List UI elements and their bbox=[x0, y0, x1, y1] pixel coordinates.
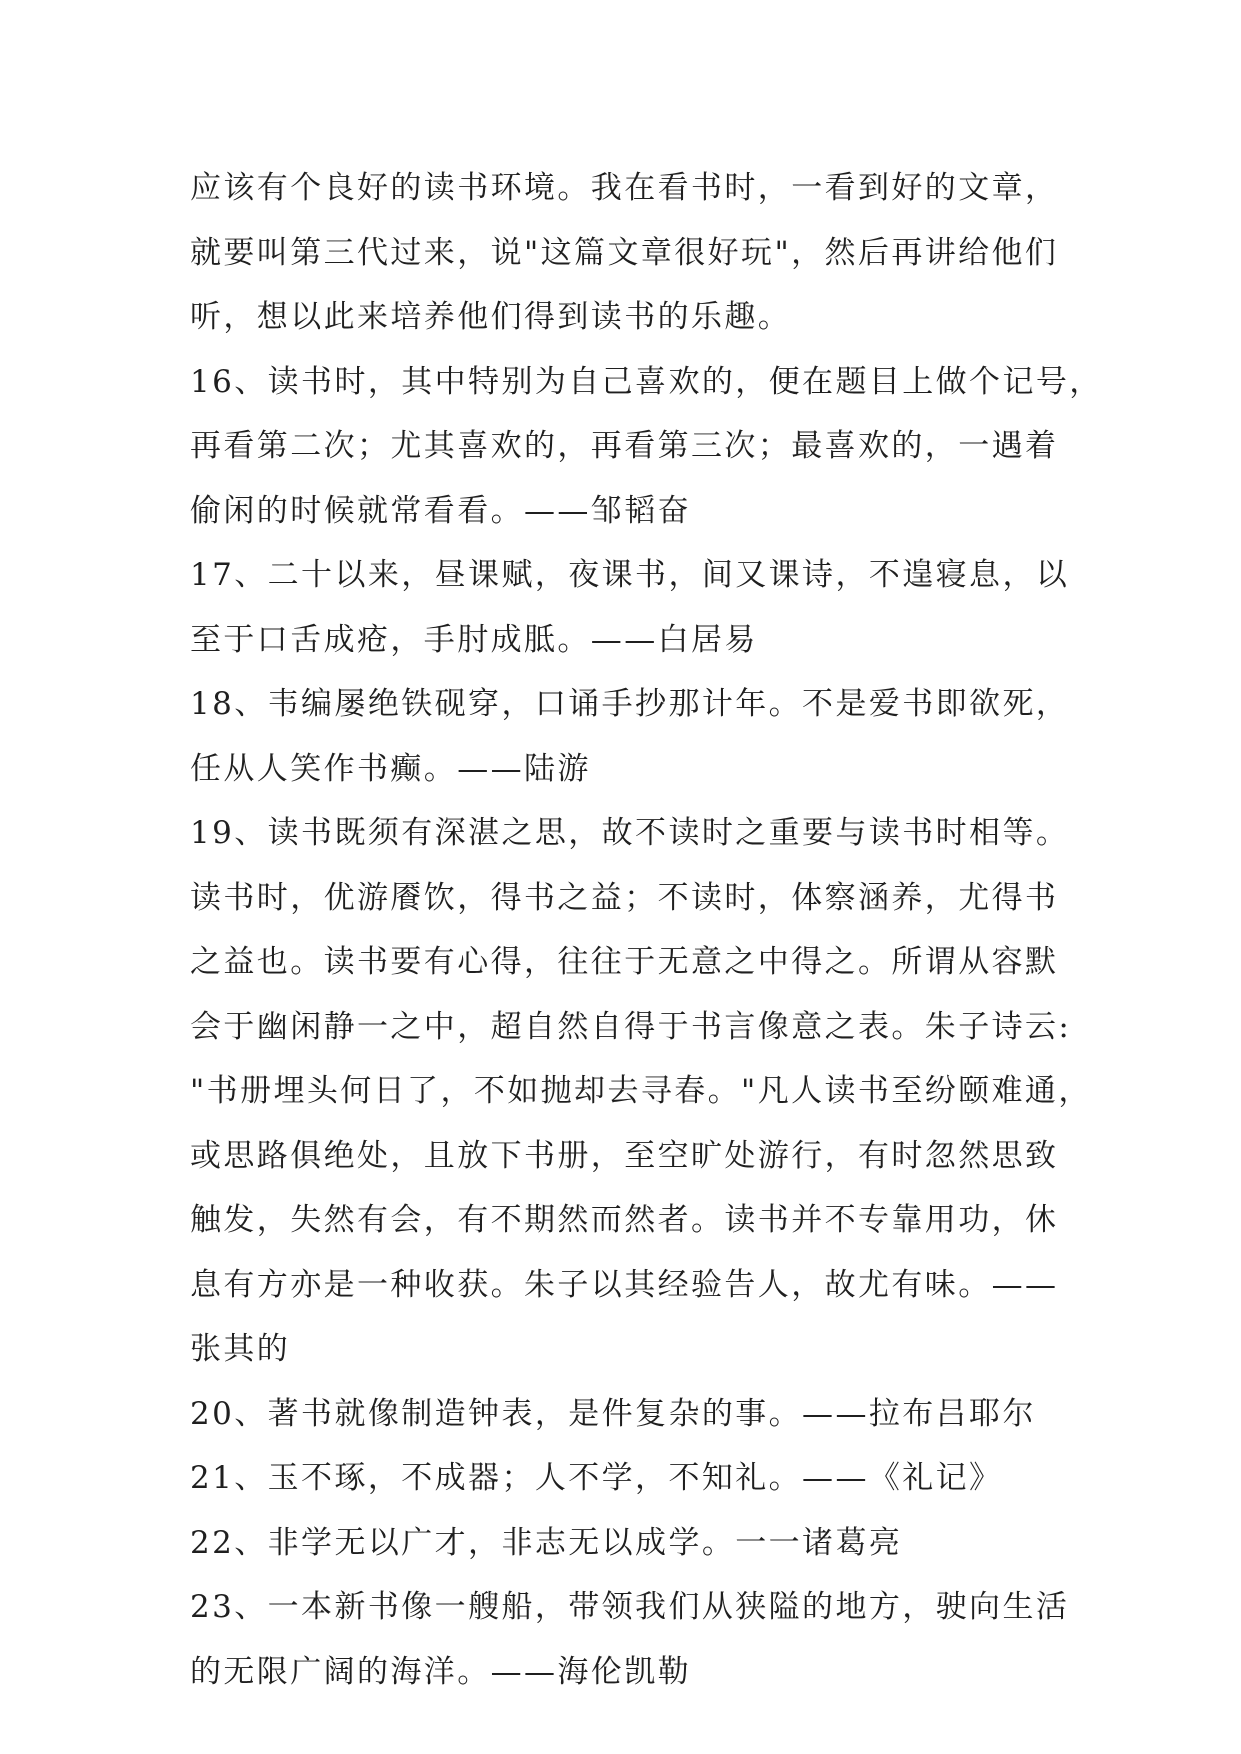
text-line: 再看第二次；尤其喜欢的，再看第三次；最喜欢的，一遇着 bbox=[190, 428, 1059, 464]
text-line: 张其的 bbox=[190, 1331, 291, 1367]
text-line: 息有方亦是一种收获。朱子以其经验告人，故尤有味。—— bbox=[190, 1266, 1059, 1303]
text-line: 听，想以此来培养他们得到读书的乐趣。 bbox=[190, 299, 792, 335]
text-line: 至于口舌成疮，手肘成胝。——白居易 bbox=[190, 621, 758, 658]
text-line: 应该有个良好的读书环境。我在看书时，一看到好的文章， bbox=[190, 170, 1059, 206]
quote-18-line: 18、韦编屡绝铁砚穿，口诵手抄那计年。不是爱书即欲死， bbox=[190, 686, 1070, 722]
body-text bbox=[190, 156, 1103, 1704]
text-line: 偷闲的时候就常看看。——邹韬奋 bbox=[190, 492, 691, 529]
text-line: 会于幽闲静一之中，超自然自得于书言像意之表。朱子诗云: bbox=[190, 1008, 1072, 1045]
text-line: 任从人笑作书癫。——陆游 bbox=[190, 750, 591, 787]
quote-20-line: 20、著书就像制造钟表，是件复杂的事。——拉布吕耶尔 bbox=[190, 1395, 1036, 1432]
text-line: 的无限广阔的海洋。——海伦凯勒 bbox=[190, 1653, 691, 1690]
quote-19-line: 19、读书既须有深湛之思，故不读时之重要与读书时相等。 bbox=[190, 815, 1070, 851]
quote-21-line: 21、玉不琢，不成器；人不学，不知礼。——《礼记》 bbox=[190, 1460, 1003, 1496]
quote-22-line: 22、非学无以广才，非志无以成学。一一诸葛亮 bbox=[190, 1524, 903, 1561]
quote-16-line: 16、读书时，其中特别为自己喜欢的，便在题目上做个记号， bbox=[190, 363, 1103, 400]
text-line: 就要叫第三代过来，说"这篇文章很好玩"，然后再讲给他们 bbox=[190, 234, 1059, 271]
text-line: 触发，失然有会，有不期然而然者。读书并不专靠用功，休 bbox=[190, 1202, 1059, 1238]
text-line: "书册埋头何日了，不如抛却去寻春。"凡人读书至纷颐难通， bbox=[190, 1073, 1092, 1109]
text-line: 读书时，优游餍饮，得书之益；不读时，体察涵养，尤得书 bbox=[190, 879, 1059, 916]
quote-17-line: 17、二十以来，昼课赋，夜课书，间又课诗，不遑寝息，以 bbox=[190, 557, 1070, 593]
text-line: 之益也。读书要有心得，往往于无意之中得之。所谓从容默 bbox=[190, 944, 1059, 980]
quote-23-line: 23、一本新书像一艘船，带领我们从狭隘的地方，驶向生活 bbox=[190, 1589, 1070, 1625]
text-line: 或思路俱绝处，且放下书册，至空旷处游行，有时忽然思致 bbox=[190, 1137, 1059, 1174]
